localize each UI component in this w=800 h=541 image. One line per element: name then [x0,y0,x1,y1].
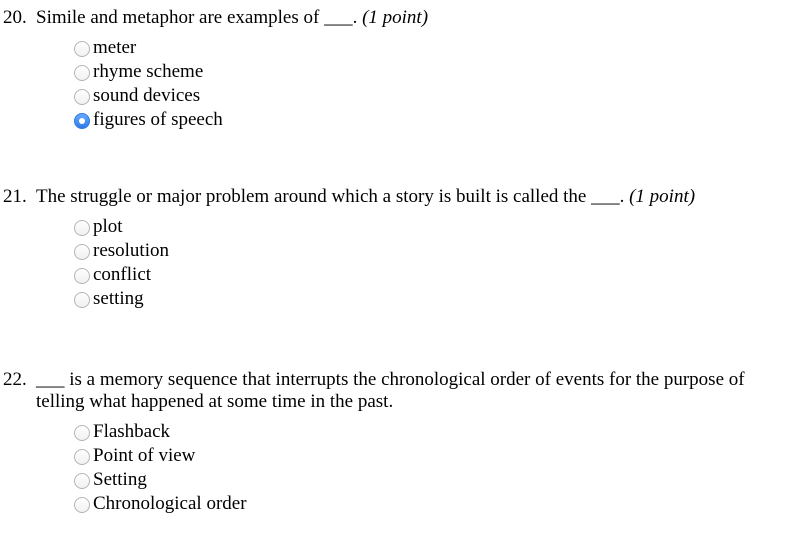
question-stem [0,369,800,413]
radio-button[interactable] [74,292,90,308]
answer-option[interactable] [74,492,800,516]
question-text-block [36,186,792,208]
radio-button[interactable] [74,41,90,57]
question-text: Simile and metaphor are examples of ___. [36,7,358,28]
radio-button[interactable] [74,89,90,105]
option-label[interactable]: Setting [93,469,147,490]
question-text-block [36,7,792,29]
question-stem [0,186,800,208]
option-label[interactable]: Chronological order [93,493,247,514]
answer-option[interactable] [74,468,800,492]
answer-option[interactable] [74,60,800,84]
radio-button[interactable] [74,268,90,284]
question-text: The struggle or major problem around which a story is built is called the ___. [36,186,625,207]
option-label[interactable]: figures of speech [93,109,223,130]
answer-option[interactable] [74,287,800,311]
question-text-block [36,369,792,413]
option-label[interactable]: meter [93,37,137,58]
option-label[interactable]: conflict [93,264,152,285]
answer-option[interactable] [74,84,800,108]
question-22 [0,369,800,516]
option-label[interactable]: sound devices [93,85,201,106]
radio-button[interactable] [74,449,90,465]
question-points: (1 point) [362,7,429,28]
answer-option[interactable] [74,444,800,468]
radio-button[interactable] [74,473,90,489]
radio-button[interactable] [74,425,90,441]
option-label[interactable]: Flashback [93,421,171,442]
option-label[interactable]: Point of view [93,445,196,466]
answer-options [74,420,800,516]
radio-button[interactable] [74,220,90,236]
radio-button[interactable] [74,244,90,260]
question-stem [0,7,800,29]
question-text: ___ is a memory sequence that interrupts the chronological order of events for the purpose of telling what happened at some time in the past. [36,369,745,412]
question-21 [0,186,800,311]
option-label[interactable]: plot [93,216,123,237]
answer-option[interactable] [74,420,800,444]
radio-button[interactable] [74,497,90,513]
answer-options [74,215,800,311]
radio-button[interactable] [74,65,90,81]
question-number: 22. [3,369,27,390]
option-label[interactable]: rhyme scheme [93,61,204,82]
answer-option[interactable] [74,239,800,263]
question-20 [0,7,800,132]
answer-option[interactable] [74,108,800,132]
option-label[interactable]: resolution [93,240,169,261]
question-points: (1 point) [629,186,696,207]
question-number: 20. [3,7,27,28]
option-label[interactable]: setting [93,288,144,309]
answer-option[interactable] [74,263,800,287]
answer-option[interactable] [74,215,800,239]
answer-option[interactable] [74,36,800,60]
answer-options [74,36,800,132]
radio-button-selected[interactable] [74,113,90,129]
question-number: 21. [3,186,27,207]
